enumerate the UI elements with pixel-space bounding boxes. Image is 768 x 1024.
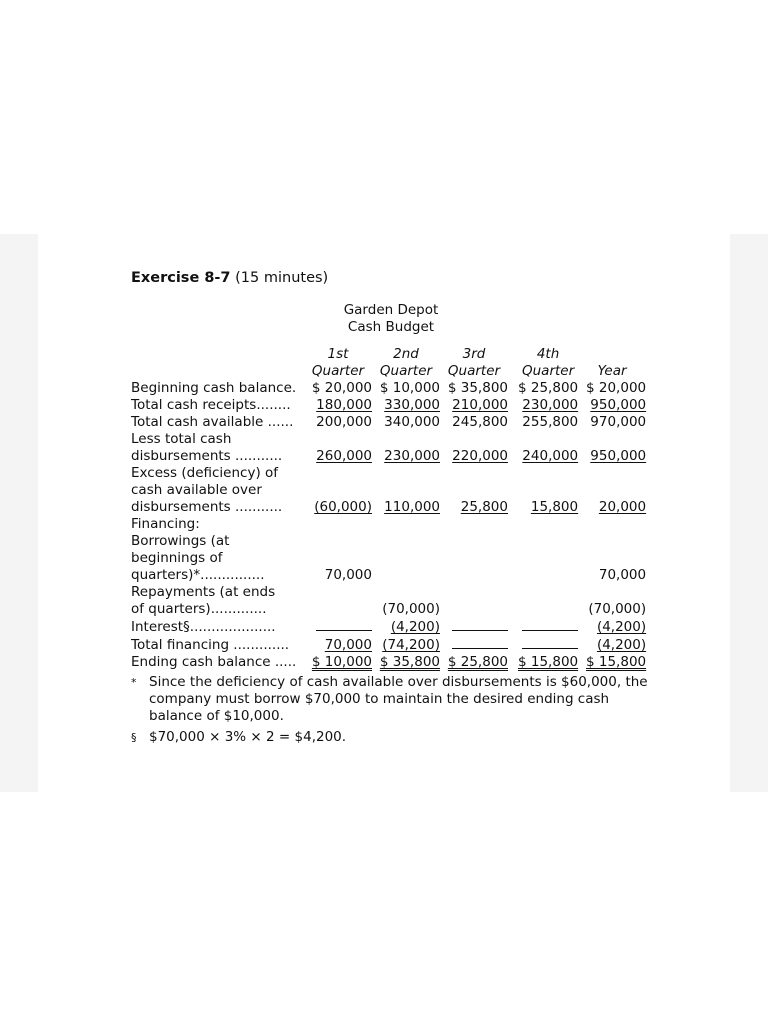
cell: 25,800: [460, 499, 508, 515]
cell: (4,200): [390, 619, 440, 635]
table-row: [131, 654, 646, 671]
table-row: [131, 584, 646, 601]
row-label: Total cash available ......: [131, 414, 294, 430]
table-row: [131, 431, 646, 448]
row-label: Excess (deficiency) of: [131, 465, 279, 481]
company-name: Garden Depot: [343, 302, 439, 318]
row-label: quarters)*...............: [131, 567, 265, 583]
col-header: Quarter: [379, 363, 433, 379]
cell: 180,000: [316, 397, 372, 413]
table-row: [131, 414, 646, 431]
table-row: [131, 601, 646, 618]
cell: 230,000: [522, 397, 579, 413]
blank-line: [452, 636, 508, 649]
cell: 230,000: [384, 448, 440, 464]
blank-line: [522, 636, 578, 649]
cell: 330,000: [384, 397, 440, 413]
row-label: Ending cash balance .....: [131, 654, 297, 670]
table-row: [131, 465, 646, 482]
blank-line: [522, 618, 578, 631]
cell: [304, 601, 372, 618]
cell: (70,000): [382, 601, 440, 617]
cell: $ 25,800: [447, 654, 508, 670]
footnote-symbol: *: [131, 676, 137, 689]
cell: 15,800: [530, 499, 579, 515]
cell: 70,000: [324, 567, 372, 583]
table-row: [131, 516, 646, 533]
cell: 70,000: [324, 637, 372, 653]
table-row: [131, 550, 646, 567]
table-row: [131, 499, 646, 516]
table-row: [131, 482, 646, 499]
table-row: [131, 397, 646, 414]
cell: 245,800: [452, 414, 508, 430]
row-label: Interest§....................: [131, 619, 276, 635]
row-label: of quarters).............: [131, 601, 267, 617]
cell: $ 15,800: [518, 654, 579, 670]
cell: $ 10,000: [311, 654, 372, 670]
exercise-title: [131, 270, 328, 287]
footnote-symbol: §: [131, 731, 137, 744]
cell: (70,000): [588, 601, 647, 617]
cell: 200,000: [316, 414, 372, 430]
cell: 210,000: [452, 397, 508, 413]
cell: 110,000: [384, 499, 440, 515]
cell: $ 20,000: [311, 380, 372, 396]
cell: $ 25,800: [518, 380, 579, 396]
row-label: Beginning cash balance.: [131, 380, 297, 396]
exercise-time: (15 minutes): [230, 270, 329, 286]
cash-budget-table: [131, 346, 646, 671]
cell: 70,000: [598, 567, 647, 583]
row-label: cash available over: [131, 482, 262, 498]
cell: (60,000): [314, 499, 372, 515]
col-header: Quarter: [311, 363, 365, 379]
footnote-text: $70,000 × 3% × 2 = $4,200.: [149, 729, 347, 745]
cell: 220,000: [452, 448, 508, 464]
cell: 260,000: [316, 448, 372, 464]
col-header: 3rd: [462, 346, 486, 362]
cell: [372, 567, 440, 584]
col-header: 1st: [327, 346, 349, 362]
report-title: Cash Budget: [347, 319, 435, 335]
col-header: 2nd: [393, 346, 419, 362]
cell: $ 15,800: [586, 654, 647, 670]
exercise-number: Exercise 8-7: [131, 270, 231, 286]
blank-line: [452, 618, 508, 631]
table-row: [131, 380, 646, 397]
table-row: [131, 567, 646, 584]
table-row: [131, 618, 646, 636]
col-header: [578, 346, 646, 363]
table-row: [131, 636, 646, 654]
cell: $ 35,800: [379, 654, 440, 670]
cell: 255,800: [522, 414, 579, 430]
blank-line: [316, 618, 372, 631]
cell: $ 20,000: [586, 380, 647, 396]
cell: [508, 567, 578, 584]
col-header: Quarter: [521, 363, 575, 379]
cell: 340,000: [384, 414, 440, 430]
row-label: beginnings of: [131, 550, 223, 566]
cell: 240,000: [522, 448, 579, 464]
col-header: Quarter: [447, 363, 501, 379]
row-label: Total financing .............: [131, 637, 290, 653]
cell: $ 35,800: [447, 380, 508, 396]
table-row: [131, 533, 646, 550]
footnote: [131, 674, 651, 725]
cell: 950,000: [590, 448, 647, 464]
col-header: Year: [597, 363, 627, 379]
row-label: Borrowings (at: [131, 533, 230, 549]
col-header: 4th: [536, 346, 560, 362]
column-header-row-1: [131, 346, 646, 363]
cell: (74,200): [382, 637, 440, 653]
table-row: [131, 448, 646, 465]
row-label: Less total cash: [131, 431, 232, 447]
footnote: [131, 729, 651, 746]
cell: 20,000: [598, 499, 647, 515]
document-page: [38, 234, 730, 792]
cell: [440, 567, 508, 584]
row-label: disbursements ...........: [131, 448, 283, 464]
row-label: Total cash receipts........: [131, 397, 291, 413]
cell: (4,200): [596, 637, 647, 653]
footnote-text: Since the deficiency of cash available over disbursements is $60,000, the company must borrow $70,000 to maintain the desired ending cash balance of $10,000.: [149, 674, 648, 724]
row-label: disbursements ...........: [131, 499, 283, 515]
cell: $ 10,000: [379, 380, 440, 396]
footnotes: [131, 674, 651, 750]
row-label: Financing:: [131, 516, 200, 532]
row-label: Repayments (at ends: [131, 584, 276, 600]
cell: (4,200): [596, 619, 647, 635]
cell: [440, 601, 508, 618]
cell: 950,000: [590, 397, 647, 413]
column-header-row-2: [131, 363, 646, 380]
cell: [508, 601, 578, 618]
cell: 970,000: [590, 414, 647, 430]
